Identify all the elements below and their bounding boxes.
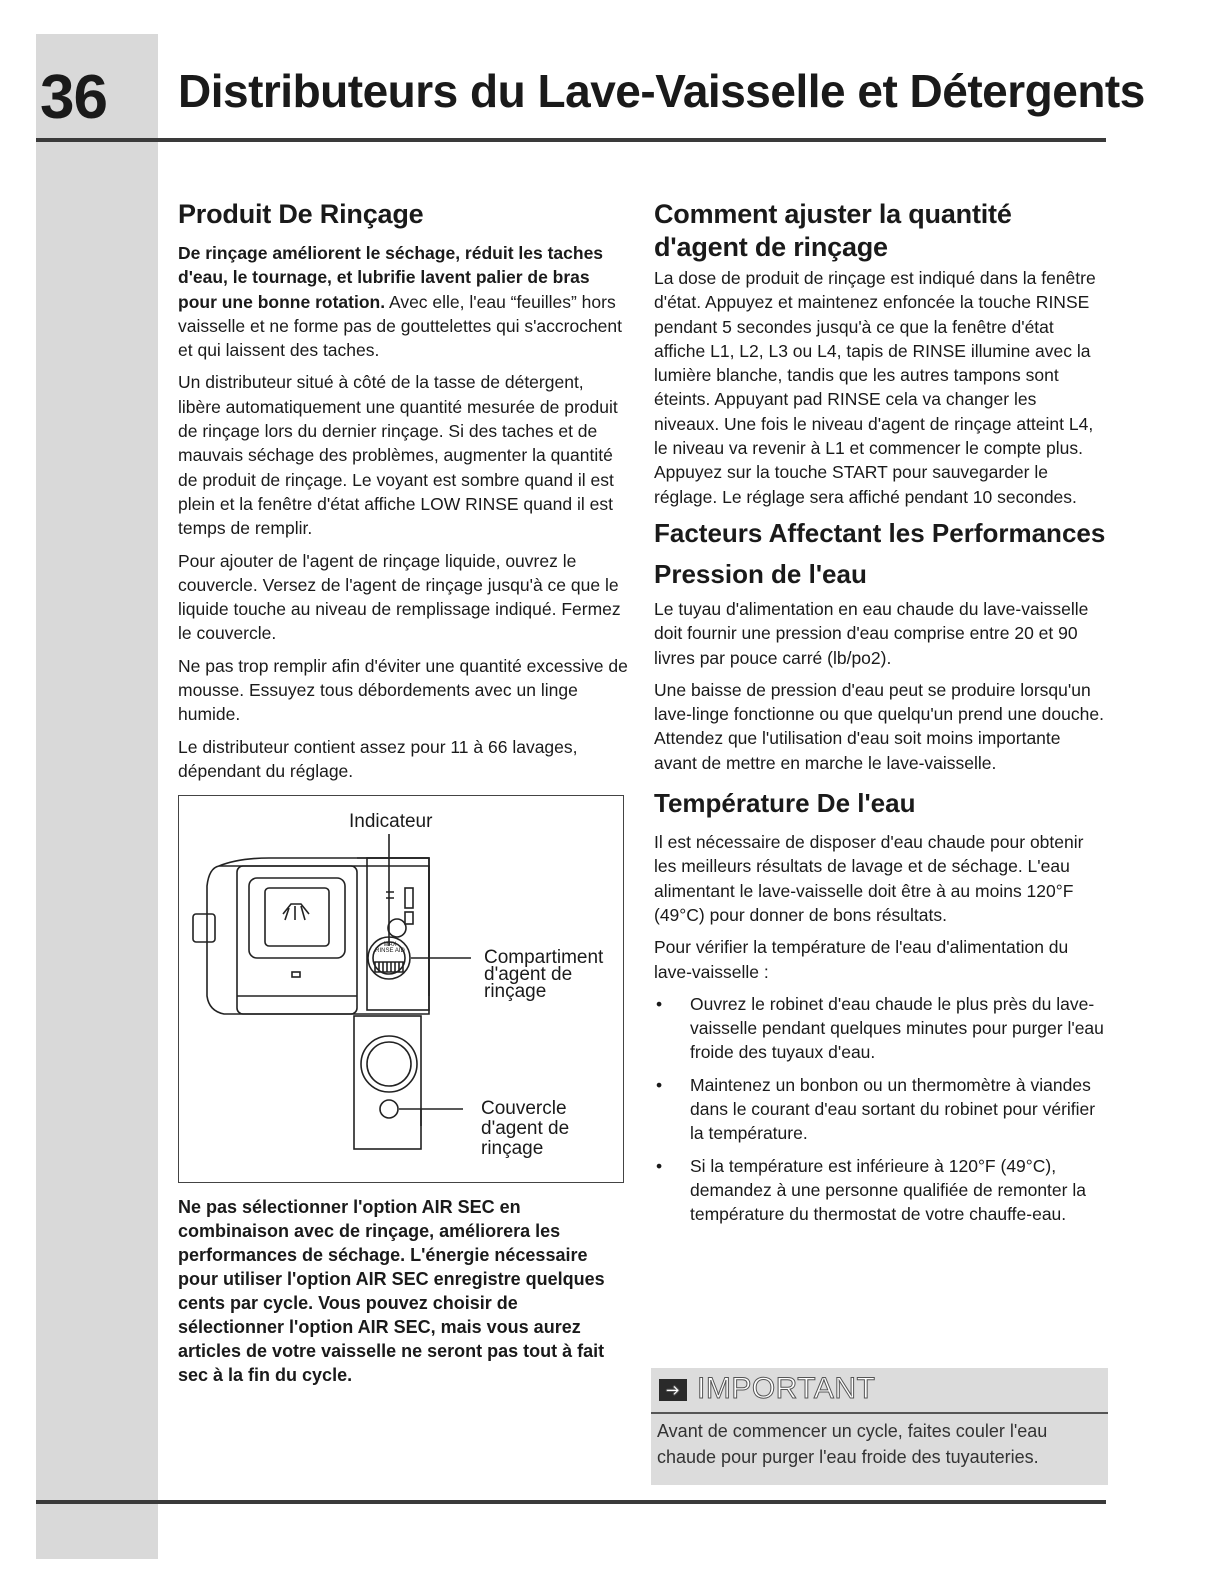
temperature-steps-list: [654, 992, 1106, 1227]
section-heading-temperature: Température De l'eau: [654, 788, 916, 819]
left-margin-bar: [36, 34, 158, 1559]
pressure-paragraph-2: Une baisse de pression d'eau peut se produire lorsqu'un lave-linge fonctionne ou que quelqu'un prend une douche. Attendez que l'utilisation d'eau soit moins importante avant de mettre en marche le lave-vaisselle.: [654, 679, 1104, 773]
arrow-icon: ➜: [659, 1379, 687, 1401]
dial-label: [375, 942, 405, 954]
cover-label-line1: Couvercle: [481, 1098, 567, 1120]
temperature-paragraph-2: Pour vérifier la température de l'eau d'alimentation du lave-vaisselle :: [654, 937, 1069, 982]
compartment-label-line1: Compartiment: [484, 947, 604, 969]
compartment-label-line2: d'agent de: [484, 964, 573, 986]
section-heading-pressure: Pression de l'eau: [654, 558, 867, 589]
left-column: [178, 198, 628, 1395]
section-heading-rinse-aid: Produit De Rinçage: [178, 199, 424, 229]
bullet-glyph: •: [656, 1155, 663, 1176]
cover-label-line2: d'agent de: [481, 1118, 570, 1140]
important-text: Avant de commencer un cycle, faites couler l'eau chaude pour purger l'eau froide des tuyauteries.: [657, 1421, 1048, 1467]
temperature-paragraph-1: Il est nécessaire de disposer d'eau chaude pour obtenir les meilleurs résultats de lavage et de séchage. L'eau alimentant le lave-vaisselle doit être à au moins 120°F (49°C) pour donner de bons résultats.: [654, 832, 1084, 925]
dial-rinse-aid-text: RINSE AID: [375, 948, 405, 955]
dial-max-text: MAX: [383, 942, 397, 949]
list-item-text: Si la température est inférieure à 120°F (49°C), demandez à une personne qualifiée de remonter la température du thermostat de votre chauffe-eau.: [690, 1155, 1086, 1225]
compartment-label: [484, 947, 604, 1003]
important-label: IMPORTANT: [697, 1372, 876, 1405]
dispenser-figure: [178, 795, 624, 1183]
compartment-label-line3: rinçage: [484, 981, 547, 1003]
overfill-paragraph: Ne pas trop remplir afin d'éviter une quantité excessive de mousse. Essuyez tous débordements avec un linge humide.: [178, 655, 628, 725]
header-rule: [36, 138, 1106, 142]
cover-label-line3: rinçage: [481, 1138, 544, 1160]
list-item: [654, 1073, 1106, 1146]
list-item: [654, 992, 1106, 1065]
page-number: 36: [40, 63, 107, 132]
pressure-paragraph-1: Le tuyau d'alimentation en eau chaude du lave-vaisselle doit fournir une pression d'eau comprise entre 20 et 90 livres par pouce carré (lb/po2).: [654, 598, 1089, 668]
add-rinse-aid-paragraph: Pour ajouter de l'agent de rinçage liquide, ouvrez le couvercle. Versez de l'agent de rinçage jusqu'à ce que le liquide touche au niveau de remplissage indiqué. Fermez le couvercle.: [178, 550, 621, 644]
cover-label: [481, 1099, 569, 1159]
capacity-paragraph: Le distributeur contient assez pour 11 à 66 lavages, dépendant du réglage.: [178, 736, 578, 781]
list-item-text: Ouvrez le robinet d'eau chaude le plus près du lave-vaisselle pendant quelques minutes pour purger l'eau froide des tuyaux d'eau.: [690, 993, 1104, 1063]
dispenser-paragraph: Un distributeur situé à côté de la tasse de détergent, libère automatiquement une quantité mesurée de produit de rinçage lors du dernier rinçage. Si des taches et de mauvais séchage des problèmes, augmenter la quantité de produit de rinçage. Le voyant est sombre quand il est plein et la fenêtre d'état affiche LOW RINSE quand il est temps de remplir.: [178, 372, 618, 539]
bullet-glyph: •: [656, 993, 663, 1014]
right-column: [654, 198, 1106, 1235]
rinse-aid-intro-rest: Avec elle, l'eau “feuilles” hors vaisselle et ne forme pas de gouttelettes qui s'accrochent et qui laissent des taches.: [178, 291, 623, 361]
footer-rule: [36, 1500, 1106, 1504]
section-heading-adjust: Comment ajuster la quantité d'agent de rinçage: [654, 199, 1012, 262]
rinse-aid-intro-bold: De rinçage améliorent le séchage, réduit les taches d'eau, le tournage, et lubrifie lavent palier de bras pour une bonne rotation.: [178, 243, 604, 312]
indicator-label: Indicateur: [349, 811, 433, 833]
list-item: [654, 1154, 1106, 1227]
section-heading-factors: Facteurs Affectant les Performances: [654, 517, 1106, 548]
important-heading: [659, 1372, 875, 1406]
rinse-aid-intro: [178, 241, 628, 362]
list-item-text: Maintenez un bonbon ou un thermomètre à viandes dans le courant d'eau sortant du robinet pour vérifier la température.: [690, 1074, 1096, 1144]
air-dry-warning: Ne pas sélectionner l'option AIR SEC en combinaison avec de rinçage, améliorera les performances de séchage. L'énergie nécessaire pour utiliser l'option AIR SEC enregistre quelques cents par cycle. Vous pouvez choisir de sélectionner l'option AIR SEC, mais vous aurez articles de votre vaisselle ne seront pas tout à fait sec à la fin du cycle.: [178, 1197, 605, 1386]
bullet-glyph: •: [656, 1074, 663, 1095]
page-title: Distributeurs du Lave-Vaisselle et Détergents: [178, 65, 1145, 117]
important-rule: [651, 1412, 1108, 1414]
important-box: [651, 1368, 1108, 1485]
adjust-paragraph: La dose de produit de rinçage est indiqué dans la fenêtre d'état. Appuyez et maintenez enfoncée la touche RINSE pendant 5 secondes jusqu'à ce que la fenêtre d'état affiche L1, L2, L3 ou L4, tapis de RINSE illumine avec la lumière blanche, tandis que les autres tampons sont éteints. Appuyant pad RINSE cela va changer les niveaux. Une fois le niveau d'agent de rinçage atteint L4, le niveau va revenir à L1 et commencer le compte plus. Appuyez sur la touche START pour sauvegarder le réglage. Le réglage sera affiché pendant 10 secondes.: [654, 268, 1096, 507]
